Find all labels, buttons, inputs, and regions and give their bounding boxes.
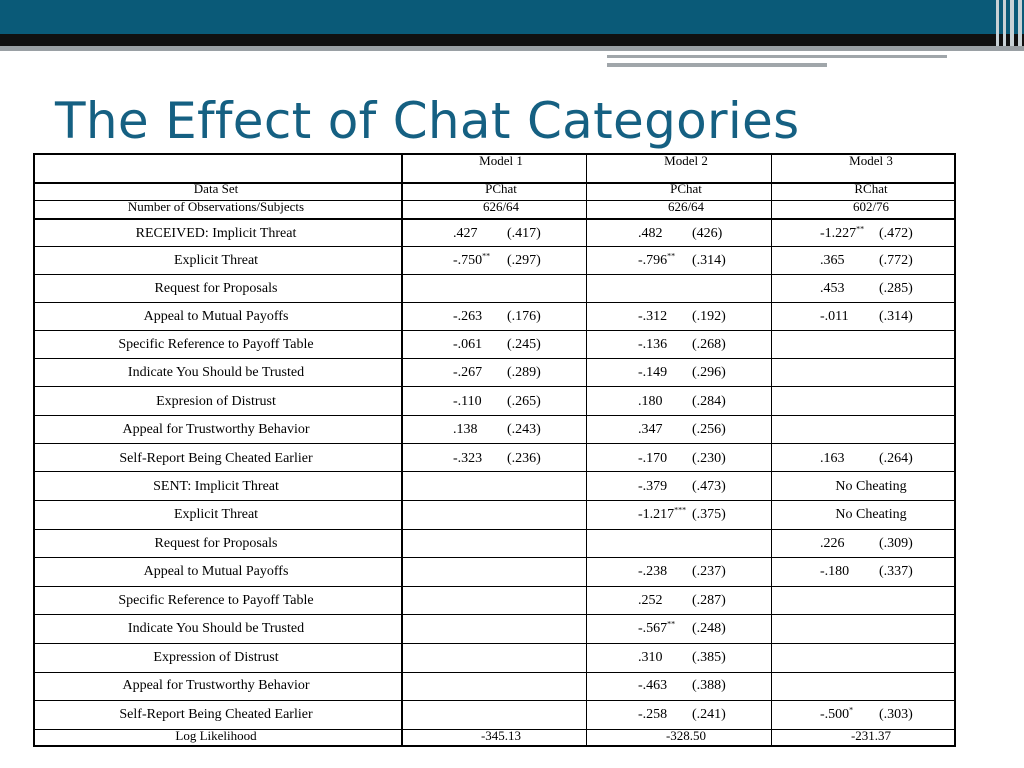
coefficient-value: -.136	[638, 337, 668, 352]
table-column-divider	[401, 155, 403, 745]
coefficient-value: -.463	[638, 678, 668, 693]
table-column-divider	[771, 155, 772, 745]
standard-error-value: (.265)	[507, 394, 541, 409]
observations-value: 626/64	[667, 199, 705, 214]
standard-error-value: (.248)	[692, 621, 726, 636]
significance-marker: *	[849, 705, 854, 715]
row-label: Number of Observations/Subjects	[127, 199, 305, 214]
standard-error-value: (.297)	[507, 253, 541, 268]
standard-error-value: (.385)	[692, 650, 726, 665]
coefficient-value: -.267	[453, 365, 483, 380]
standard-error-value: (.256)	[692, 422, 726, 437]
significance-marker: **	[667, 251, 676, 261]
table-row-divider	[35, 386, 954, 387]
standard-error-value: (.417)	[507, 226, 541, 241]
column-header: Model 3	[849, 153, 893, 168]
cell-text: No Cheating	[835, 507, 907, 522]
row-label: Expresion of Distrust	[156, 394, 276, 409]
table-row-divider	[35, 302, 954, 303]
coefficient-value: -.263	[453, 309, 483, 324]
standard-error-value: (.236)	[507, 451, 541, 466]
coefficient-value: -.312	[638, 309, 668, 324]
standard-error-value: (.388)	[692, 678, 726, 693]
standard-error-value: (.176)	[507, 309, 541, 324]
significance-marker: **	[856, 224, 865, 234]
coefficient-value: .365	[820, 253, 845, 268]
standard-error-value: (.268)	[692, 337, 726, 352]
coefficient-value: -.110	[453, 394, 482, 409]
banner-accent-line	[607, 55, 947, 58]
table-row-divider	[35, 246, 954, 247]
row-label: Specific Reference to Payoff Table	[118, 593, 314, 608]
coefficient-value: .482	[638, 226, 663, 241]
significance-marker: ***	[674, 505, 687, 515]
header-banner-gray-band	[0, 46, 1024, 51]
coefficient-value: .310	[638, 650, 663, 665]
banner-stripes	[994, 0, 1024, 46]
row-label: Indicate You Should be Trusted	[127, 621, 305, 636]
standard-error-value: (.192)	[692, 309, 726, 324]
standard-error-value: (.473)	[692, 479, 726, 494]
results-table	[33, 153, 956, 747]
row-label: Log Likelihood	[175, 728, 257, 743]
standard-error-value: (.264)	[879, 451, 913, 466]
data-set-value: PChat	[485, 181, 517, 196]
coefficient-value: .226	[820, 536, 845, 551]
table-row-divider	[35, 586, 954, 587]
coefficient-value: -.011	[820, 309, 849, 324]
coefficient-value: -.796**	[638, 251, 676, 268]
coefficient-value: .163	[820, 451, 845, 466]
header-banner	[0, 0, 1024, 34]
coefficient-value: -.750**	[453, 251, 491, 268]
table-row-divider	[35, 529, 954, 530]
coefficient-value: -.323	[453, 451, 483, 466]
table-row-divider	[35, 614, 954, 615]
coefficient-value: -.567**	[638, 619, 676, 636]
standard-error-value: (.289)	[507, 365, 541, 380]
cell-text: No Cheating	[835, 479, 907, 494]
coefficient-value: -.061	[453, 337, 483, 352]
log-likelihood-value: -328.50	[665, 728, 707, 743]
column-header: Model 1	[479, 153, 523, 168]
standard-error-value: (.296)	[692, 365, 726, 380]
coefficient-value: .252	[638, 593, 663, 608]
row-label: Explicit Threat	[173, 507, 259, 522]
table-row-divider	[35, 700, 954, 701]
row-label: Appeal for Trustworthy Behavior	[122, 422, 310, 437]
coefficient-value: .180	[638, 394, 663, 409]
data-set-value: RChat	[854, 181, 888, 196]
table-row-divider	[35, 500, 954, 501]
slide-title: The Effect of Chat Categories	[55, 92, 800, 150]
row-label: Request for Proposals	[154, 281, 278, 296]
standard-error-value: (.237)	[692, 564, 726, 579]
standard-error-value: (.230)	[692, 451, 726, 466]
coefficient-value: .453	[820, 281, 845, 296]
row-label: Expression of Distrust	[153, 650, 279, 665]
log-likelihood-value: -231.37	[850, 728, 892, 743]
standard-error-value: (.772)	[879, 253, 913, 268]
table-row-divider	[35, 330, 954, 331]
standard-error-value: (426)	[692, 226, 723, 241]
table-row-divider	[35, 672, 954, 673]
standard-error-value: (.284)	[692, 394, 726, 409]
standard-error-value: (.287)	[692, 593, 726, 608]
header-banner-dark-band	[0, 34, 1024, 46]
coefficient-value: .427	[453, 226, 478, 241]
data-set-value: PChat	[670, 181, 702, 196]
coefficient-value: -.170	[638, 451, 668, 466]
row-label: RECEIVED: Implicit Threat	[135, 226, 297, 241]
row-label: Self-Report Being Cheated Earlier	[119, 451, 313, 466]
table-row-divider	[35, 358, 954, 359]
coefficient-value: -.500*	[820, 705, 854, 722]
row-label: Self-Report Being Cheated Earlier	[119, 707, 313, 722]
coefficient-value: -.149	[638, 365, 668, 380]
table-row-divider	[35, 643, 954, 644]
coefficient-value: -.379	[638, 479, 668, 494]
table-row-divider	[35, 415, 954, 416]
significance-marker: **	[667, 619, 676, 629]
table-row-divider	[35, 443, 954, 444]
standard-error-value: (.309)	[879, 536, 913, 551]
row-label: Request for Proposals	[154, 536, 278, 551]
row-label: Appeal to Mutual Payoffs	[143, 564, 289, 579]
standard-error-value: (.241)	[692, 707, 726, 722]
table-column-divider	[586, 155, 587, 745]
table-row-divider	[35, 218, 954, 220]
row-label: Explicit Threat	[173, 253, 259, 268]
coefficient-value: -.238	[638, 564, 668, 579]
column-header: Model 2	[664, 153, 708, 168]
row-label: SENT: Implicit Threat	[153, 479, 279, 494]
coefficient-value: -.180	[820, 564, 850, 579]
standard-error-value: (.245)	[507, 337, 541, 352]
standard-error-value: (.472)	[879, 226, 913, 241]
coefficient-value: -1.217***	[638, 505, 687, 522]
row-label: Indicate You Should be Trusted	[127, 365, 305, 380]
coefficient-value: -.258	[638, 707, 668, 722]
row-label: Data Set	[193, 181, 239, 196]
table-row-divider	[35, 471, 954, 472]
standard-error-value: (.337)	[879, 564, 913, 579]
row-label: Appeal to Mutual Payoffs	[143, 309, 289, 324]
standard-error-value: (.375)	[692, 507, 726, 522]
log-likelihood-value: -345.13	[480, 728, 522, 743]
standard-error-value: (.314)	[692, 253, 726, 268]
significance-marker: **	[482, 251, 491, 261]
row-label: Specific Reference to Payoff Table	[118, 337, 314, 352]
banner-accent-line	[607, 63, 827, 67]
coefficient-value: -1.227**	[820, 224, 865, 241]
observations-value: 602/76	[852, 199, 890, 214]
coefficient-value: .138	[453, 422, 478, 437]
table-row-divider	[35, 557, 954, 558]
standard-error-value: (.243)	[507, 422, 541, 437]
standard-error-value: (.303)	[879, 707, 913, 722]
standard-error-value: (.314)	[879, 309, 913, 324]
coefficient-value: .347	[638, 422, 663, 437]
row-label: Appeal for Trustworthy Behavior	[122, 678, 310, 693]
standard-error-value: (.285)	[879, 281, 913, 296]
observations-value: 626/64	[482, 199, 520, 214]
table-row-divider	[35, 274, 954, 275]
